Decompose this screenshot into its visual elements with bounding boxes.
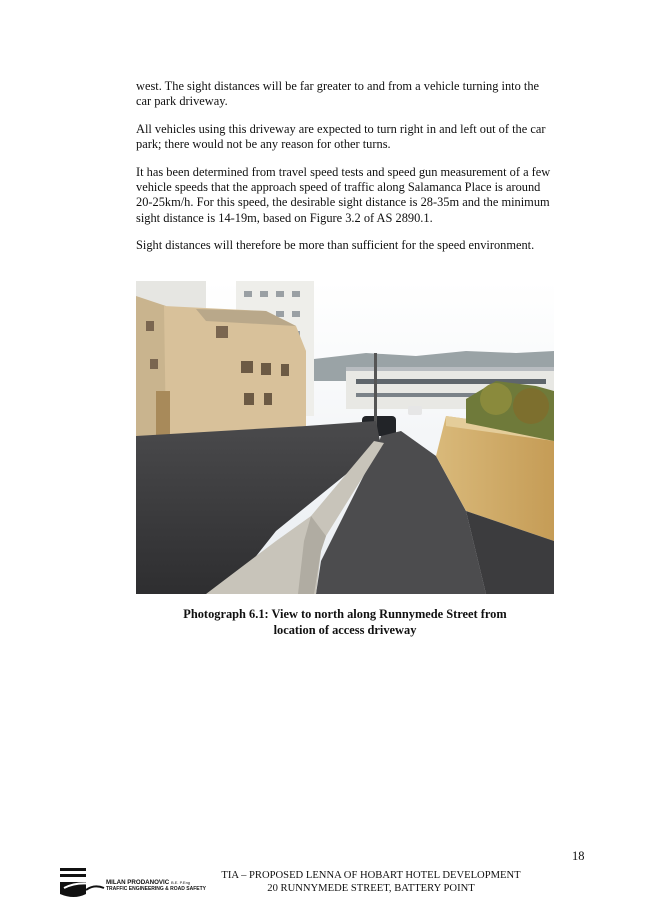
body-paragraph: All vehicles using this driveway are expected to turn right in and left out of the car park; there would not be any reason for other turns. xyxy=(136,122,546,152)
page-footer xyxy=(200,869,542,895)
logo-text xyxy=(106,880,206,892)
logo-name: MILAN PRODANOVIC xyxy=(106,879,170,886)
footer-line: TIA – PROPOSED LENNA OF HOBART HOTEL DEVELOPMENT xyxy=(221,870,521,881)
caption-line: location of access driveway xyxy=(273,622,417,637)
caption-line: Photograph 6.1: View to north along Runnymede Street from xyxy=(183,607,507,621)
footer-line: 20 RUNNYMEDE STREET, BATTERY POINT xyxy=(267,883,475,894)
body-paragraph: It has been determined from travel speed tests and speed gun measurement of a few vehicle speeds that the approach speed of traffic along Salamanca Place is around 20-25km/h. For this speed, the desirable sight distance is 28-35m and the minimum sight distance is 14-19m, based on Figure 3.2 of AS 2890.1. xyxy=(136,165,551,225)
street-photograph xyxy=(136,281,554,594)
page-number: 18 xyxy=(572,849,585,863)
photo-caption xyxy=(136,607,554,638)
body-paragraph: Sight distances will therefore be more than sufficient for the speed environment. xyxy=(136,238,535,252)
body-paragraph: west. The sight distances will be far greater to and from a vehicle turning into the car park driveway. xyxy=(136,79,540,109)
logo-tagline: TRAFFIC ENGINEERING & ROAD SAFETY xyxy=(106,886,207,892)
logo-credentials: B.E. P.Eng xyxy=(170,880,191,885)
